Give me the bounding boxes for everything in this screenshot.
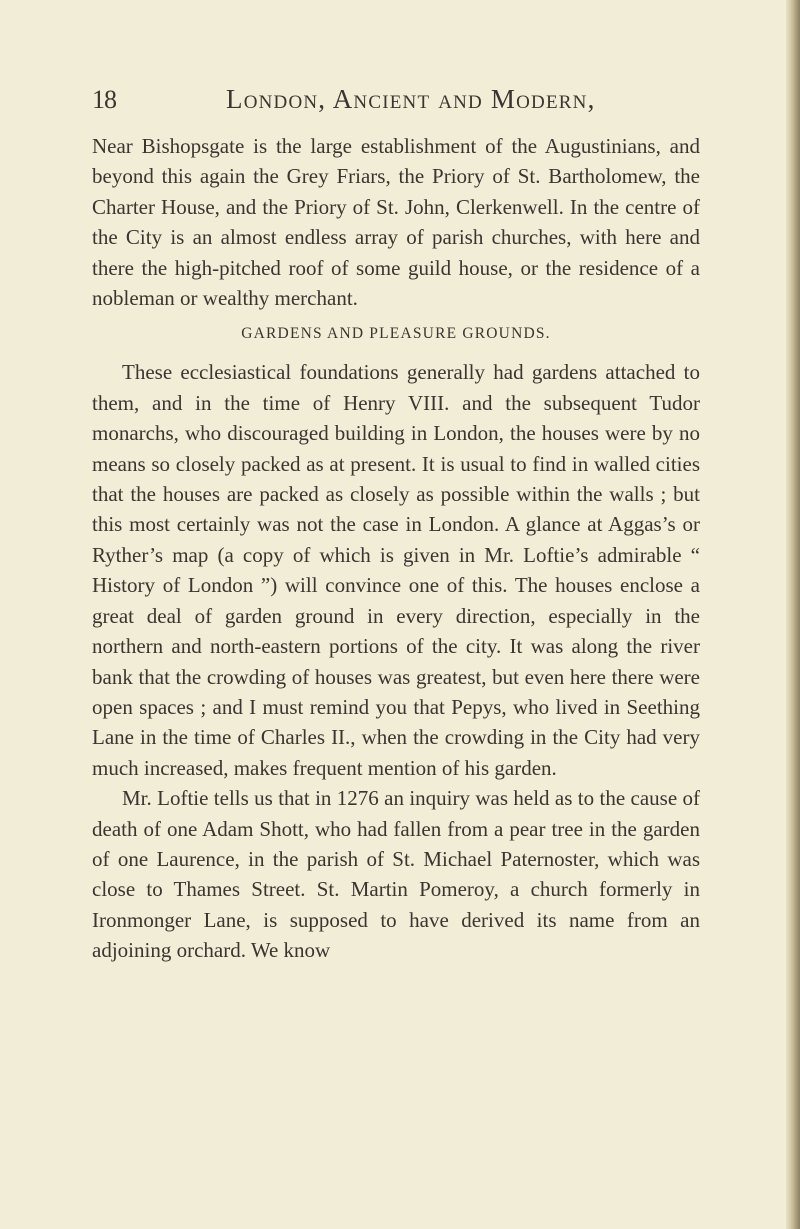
page-number: 18: [92, 85, 116, 114]
page-body: [92, 131, 700, 966]
paragraph-3: Mr. Loftie tells us that in 1276 an inquiry was held as to the cause of death of one Adam Shott, who had fallen from a pear tree in the garden of one Laurence, in the parish of St. Michael Paternoster, which was close to Thames Street. St. Martin Pomeroy, a church formerly in Ironmonger Lane, is supposed to have derived its name from an adjoining orchard. We know: [92, 786, 700, 963]
paragraph-2: These ecclesiastical foundations generally had gardens attached to them, and in the time of Henry VIII. and the subsequent Tudor monarchs, who discouraged building in London, the houses were by no means so closely packed as at present. It is usual to find in walled cities that the houses are packed as closely as possible within the walls ; but this most certainly was not the case in London. A glance at Aggas’s or Ryther’s map (a copy of which is given in Mr. Loftie’s admirable “ History of London ”) will convince one of this. The houses enclose a great deal of garden ground in every direction, especially in the northern and north-eastern portions of the city. It was along the river bank that the crowding of houses was greatest, but even here there were open spaces ; and I must remind you that Pepys, who lived in Seething Lane in the time of Charles II., when the crowding in the City had very much increased, makes frequent mention of his garden.: [92, 360, 700, 780]
running-title: London, Ancient and Modern,: [226, 84, 596, 114]
page-header: [92, 83, 704, 116]
section-heading: GARDENS AND PLEASURE GROUNDS.: [241, 325, 551, 343]
page-edge: [786, 0, 800, 1229]
paragraph-1: Near Bishopsgate is the large establishment of the Augustinians, and beyond this again the Grey Friars, the Priory of St. Bartholomew, the Charter House, and the Priory of St. John, Clerkenwell. In the centre of the City is an almost endless array of parish churches, with here and there the high-pitched roof of some guild house, or the residence of a nobleman or wealthy merchant.: [92, 134, 700, 311]
